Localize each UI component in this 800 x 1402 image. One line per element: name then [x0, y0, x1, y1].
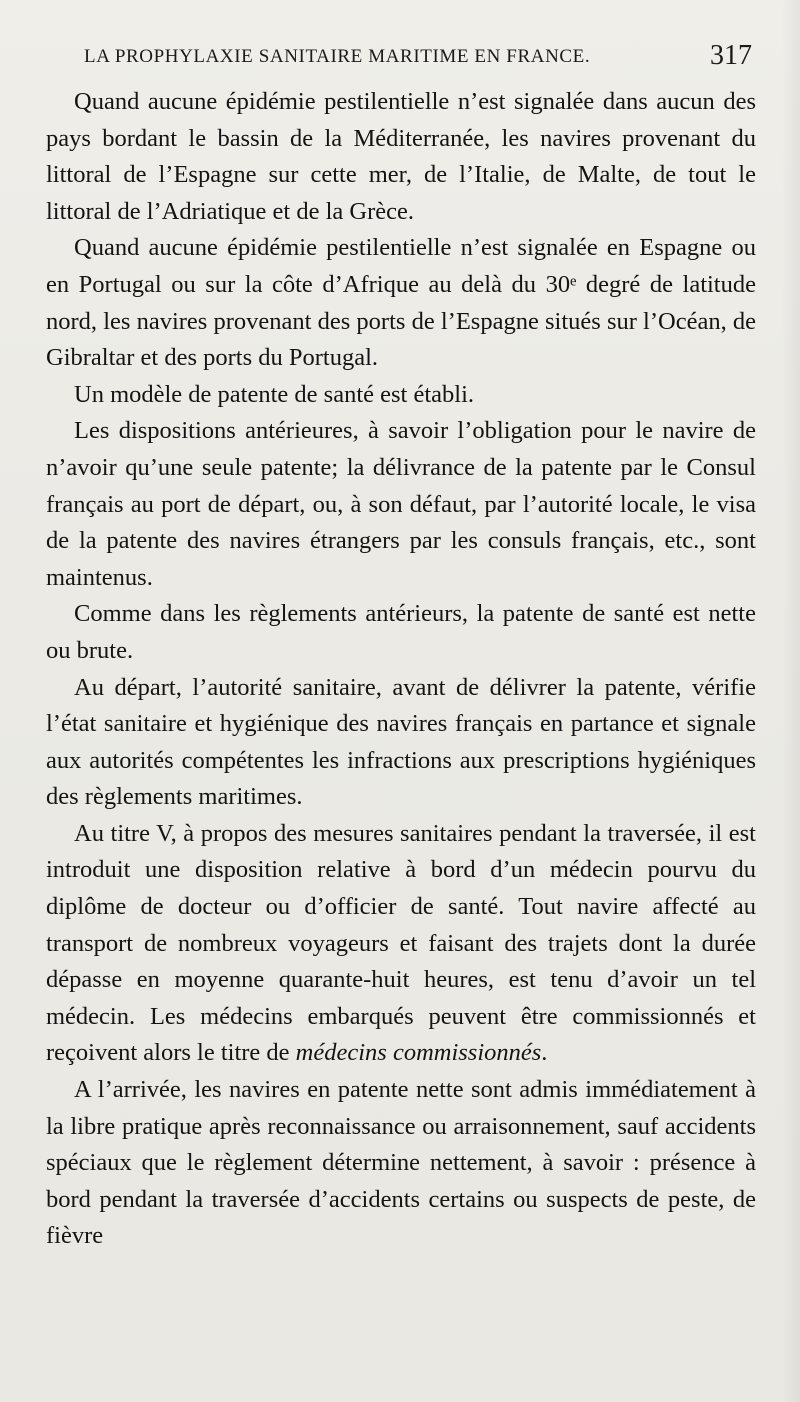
paragraph-text: A l’arrivée, les navires en patente nette sont admis immédiatement à la libre pratique après reconnaissance ou arraisonnement, sauf accidents spéciaux que le règlement détermine nettement, à savoir : présence à bord pendant la traversée d’accidents certains ou suspects de peste, de fièvre [46, 1076, 756, 1250]
italic-term: médecins commissionnés [295, 1039, 542, 1067]
paragraph-5 [46, 596, 756, 669]
paragraph-1 [46, 84, 756, 230]
page-number: 317 [710, 40, 752, 71]
paragraph-end-punctuation: . [541, 1039, 548, 1067]
paragraph-text: Quand aucune épidémie pestilentielle n’est signalée en Espagne ou en Portugal ou sur la côte d’Afrique au delà du 30ᵉ degré de latitude nord, les navires provenant des ports de l’Espagne situés sur l’Océan, de Gibraltar et des ports du Portugal. [46, 234, 756, 372]
paragraph-text: Au départ, l’autorité sanitaire, avant de délivrer la patente, vérifie l’état sanitaire et hygiénique des navires français en partance et signale aux autorités compétentes les infractions aux prescriptions hygiéniques des règlements maritimes. [46, 673, 756, 811]
paragraph-text: Au titre V, à propos des mesures sanitaires pendant la traversée, il est introduit une disposition relative à bord d’un médecin pourvu du diplôme de docteur ou d’officier de santé. Tout navire affecté au transport de nombreux voyageurs et faisant des trajets dont la durée dépasse en moyenne quarante-huit heures, est tenu d’avoir un tel médecin. Les médecins embarqués peuvent être commissionnés et reçoivent alors le titre de [46, 819, 756, 1067]
running-header [84, 40, 752, 74]
page-edge-shadow [782, 0, 800, 1402]
paragraph-2 [46, 230, 756, 376]
paragraph-3 [46, 377, 756, 414]
paragraph-text: Comme dans les règlements antérieurs, la patente de santé est nette ou brute. [46, 600, 756, 664]
paragraph-text: Quand aucune épidémie pestilentielle n’est signalée dans aucun des pays bordant le bassin de la Méditerranée, les navires provenant du littoral de l’Espagne sur cette mer, de l’Italie, de Malte, de tout le littoral de l’Adriatique et de la Grèce. [46, 88, 756, 225]
paragraph-8 [46, 1072, 756, 1255]
page-body [46, 84, 756, 1255]
paragraph-6 [46, 670, 756, 816]
running-title: LA PROPHYLAXIE SANITAIRE MARITIME EN FRANCE. [84, 46, 591, 67]
paragraph-text: Les dispositions antérieures, à savoir l’obligation pour le navire de n’avoir qu’une seule patente; la délivrance de la patente par le Consul français au port de départ, ou, à son défaut, par l’autorité locale, le visa de la patente des navires étrangers par les consuls français, etc., sont maintenus. [46, 417, 756, 591]
paragraph-text: Un modèle de patente de santé est établi. [74, 380, 475, 408]
paragraph-4 [46, 413, 756, 596]
paragraph-7 [46, 816, 756, 1072]
